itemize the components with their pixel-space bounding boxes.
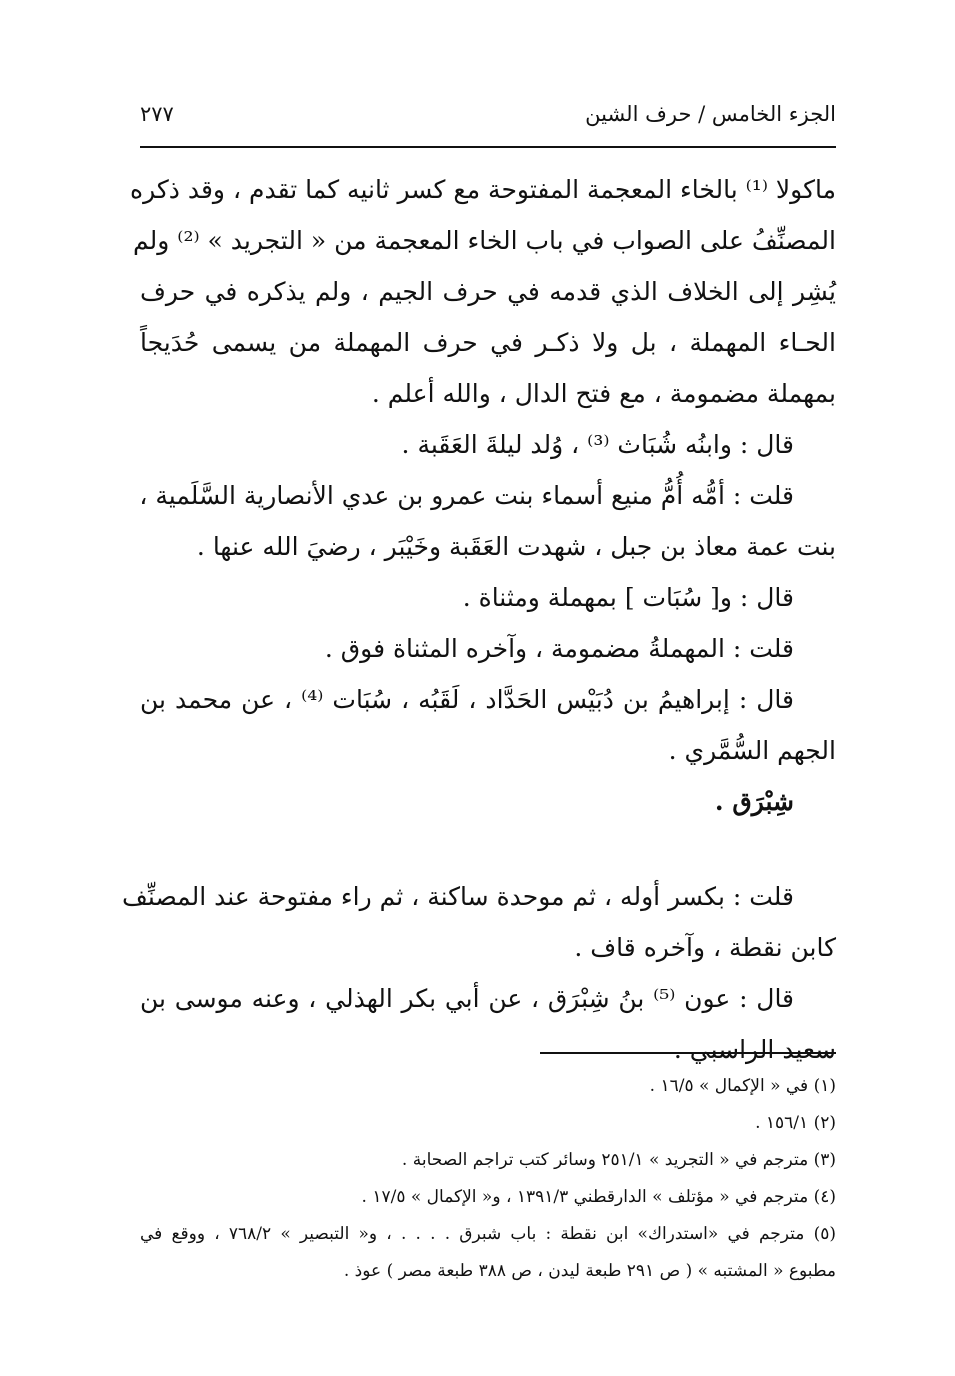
text-line: قال : و[ سُبَات ] بمهملة ومثناة .: [462, 583, 794, 612]
text-line: قال : عون ⁽⁵⁾ بنُ شِبْرَق ، عن أبي بكر الهذلي ، وعنه موسى بن: [140, 984, 795, 1013]
text-line: سعيد الراسبي .: [673, 1035, 836, 1064]
text-line: بمهملة مضمومة ، مع فتح الدال ، والله أعلم .: [371, 379, 836, 408]
footnote: (١) في « الإكمال » ١٦/٥ .: [649, 1076, 836, 1096]
text-line: قال : إبراهيمُ بن دُبَيْس الحَدَّاد ، لَقَبُه ، سُبَات ⁽⁴⁾ ، عن محمد بن: [140, 685, 794, 714]
text-line: قلت : المهملةُ مضمومة ، وآخره المثناة فوق .: [324, 634, 794, 663]
text-line: المصنِّفُ على الصواب في باب الخاء المعجمة من « التجريد » ⁽²⁾ ولم: [133, 226, 836, 255]
spacer: [140, 827, 836, 871]
text-line: قلت : أمُّه أُمُّ منيع أسماء بنت عمرو بن عدي الأنصارية السَّلَمية ،: [139, 481, 794, 510]
header-rule: [140, 146, 836, 148]
page-number: ٢٧٧: [140, 102, 174, 126]
text-line: يُشِر إلى الخلاف الذي قدمه في حرف الجيم ، ولم يذكره في حرف: [140, 277, 836, 306]
text-line: قلت : بكسر أوله ، ثم موحدة ساكنة ، ثم راء مفتوحة عند المصنِّف: [122, 882, 794, 911]
footnote-continuation: مطبوع « المشتبه » ( ص ٢٩١ طبعة ليدن ، ص ٣٨٨ طبعة مصر ) عوذ .: [343, 1261, 836, 1281]
text-line: الحـاء المهملة ، بل ولا ذكـر في حرف المهملة من يسمى حُدَيجاً: [140, 328, 836, 357]
text-line: قال : وابنُه شُبَاث ⁽³⁾ ، وُلد ليلةَ العَقَبة .: [401, 430, 794, 459]
entry-heading: شِبْرَق .: [714, 787, 794, 816]
running-title: الجزء الخامس / حرف الشين: [585, 102, 836, 126]
text-line: الجهم السُّمَّري .: [668, 736, 836, 765]
text-line: بنت عمة معاذ بن جبل ، شهدت العَقَبة وخَيْبَر ، رضيَ الله عنها .: [196, 532, 836, 561]
text-line: ماكولا ⁽¹⁾ بالخاء المعجمة المفتوحة مع كسر ثانيه كما تقدم ، وقد ذكره: [129, 175, 836, 204]
text-line: كابن نقطة ، وآخره قاف .: [574, 933, 836, 962]
footnote: (٢) ١٥٦/١ .: [755, 1113, 836, 1133]
footnote: (٥) مترجم في «استدراك» ابن نقطة : باب شبرق . . . . ، و« التبصير » ٧٦٨/٢ ، ووقع في: [140, 1224, 836, 1244]
footnote-rule: [540, 1052, 836, 1054]
footnote: (٤) مترجم في « مؤتلف » الدارقطني ١٣٩١/٣ ، و« الإكمال » ١٧/٥ .: [361, 1187, 836, 1207]
page-header: [140, 98, 836, 138]
body-text: [122, 164, 836, 1075]
footnotes: [140, 1068, 836, 1290]
footnote: (٣) مترجم في « التجريد » ٢٥١/١ وسائر كتب تراجم الصحابة .: [401, 1150, 836, 1170]
